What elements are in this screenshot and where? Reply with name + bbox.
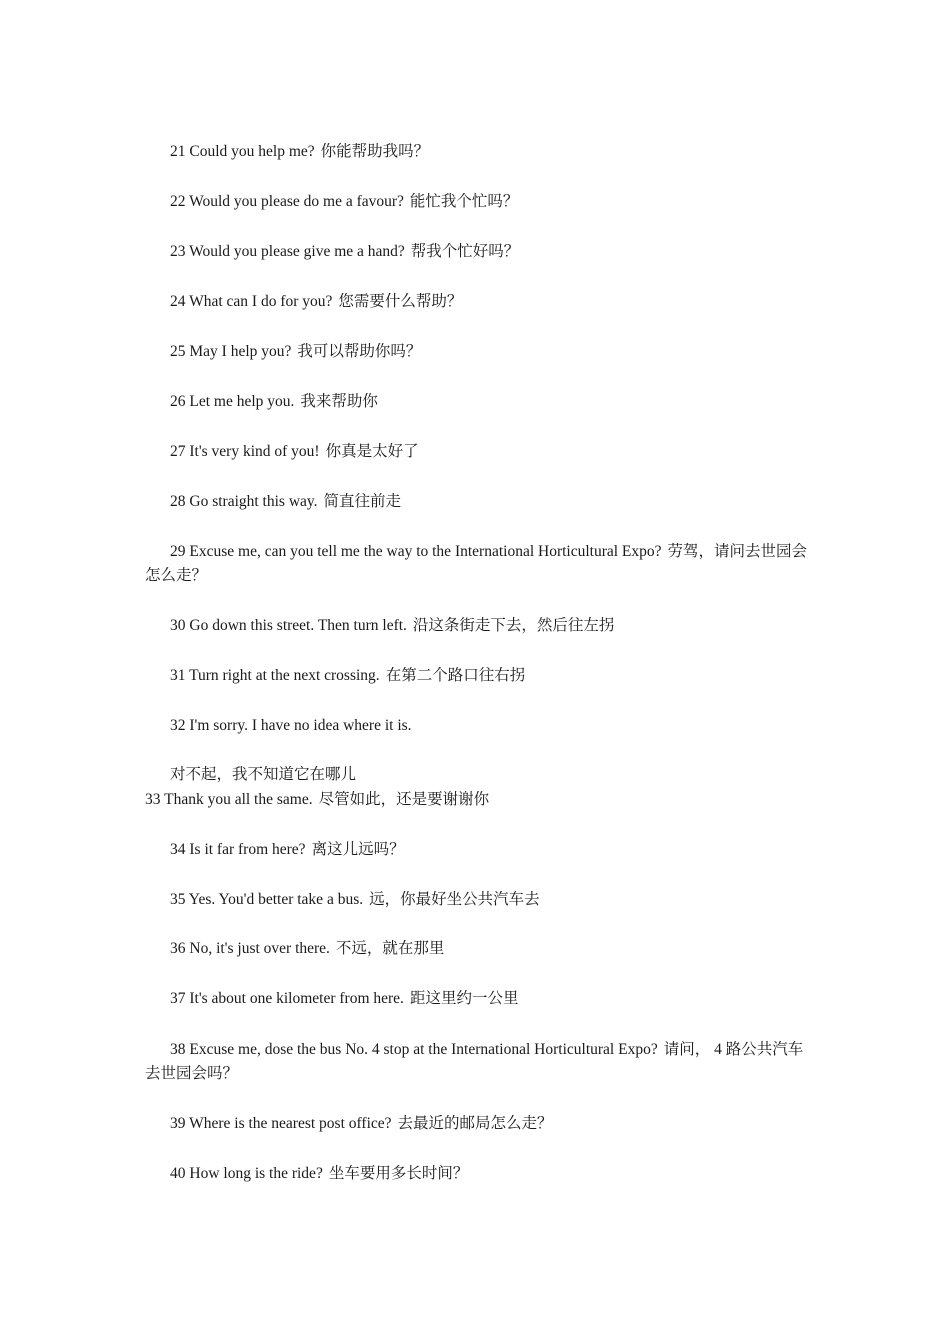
phrase-32-translation — [145, 763, 813, 787]
phrase-38 — [145, 1038, 813, 1086]
phrase-30 — [145, 614, 813, 638]
phrase-translation: 能忙我个忙吗？ — [409, 193, 519, 210]
phrase-29 — [145, 540, 813, 588]
phrase-translation: 在第二个路口往右拐 — [385, 667, 526, 684]
phrase-36 — [145, 937, 813, 961]
phrase-text: 24 What can I do for you? — [170, 293, 333, 310]
phrase-translation: 离这儿远吗？ — [311, 841, 405, 858]
phrase-translation: 简直往前走 — [323, 493, 402, 510]
phrase-text: 29 Excuse me, can you tell me the way to the International Horticultural Expo? — [170, 543, 662, 560]
phrase-text: 25 May I help you? — [170, 343, 292, 360]
phrase-text: 27 It's very kind of you! — [170, 443, 320, 460]
phrase-translation: 请问， 4 路公共汽车去世园会吗？ — [145, 1041, 804, 1082]
phrase-text: 37 It's about one kilometer from here. — [170, 990, 404, 1007]
phrase-37 — [145, 987, 813, 1011]
phrase-translation: 距这里约一公里 — [409, 990, 519, 1007]
phrase-text: 21 Could you help me? — [170, 143, 315, 160]
phrase-translation: 远，你最好坐公共汽车去 — [369, 891, 540, 908]
phrase-26 — [145, 390, 813, 414]
phrase-text: 35 Yes. You'd better take a bus. — [170, 891, 364, 908]
phrase-text: 33 Thank you all the same. — [145, 791, 313, 808]
phrase-25 — [145, 340, 813, 364]
phrase-23 — [145, 240, 813, 264]
phrase-text: 23 Would you please give me a hand? — [170, 243, 405, 260]
phrase-21 — [145, 140, 813, 164]
phrase-text: 对不起，我不知道它在哪儿 — [170, 766, 357, 783]
phrase-translation: 你真是太好了 — [325, 443, 419, 460]
phrase-translation: 劳驾，请问去世园会怎么走？ — [145, 543, 808, 584]
phrase-40 — [145, 1162, 813, 1186]
phrase-translation: 不远，就在那里 — [335, 940, 445, 957]
phrase-32 — [145, 714, 813, 738]
phrase-24 — [145, 290, 813, 314]
phrase-28 — [145, 490, 813, 514]
phrase-translation: 你能帮助我吗？ — [320, 143, 430, 160]
phrase-translation: 帮我个忙好吗？ — [410, 243, 520, 260]
phrase-text: 36 No, it's just over there. — [170, 940, 330, 957]
phrase-35 — [145, 888, 813, 912]
phrase-text: 30 Go down this street. Then turn left. — [170, 617, 407, 634]
phrase-translation: 坐车要用多长时间？ — [328, 1165, 469, 1182]
phrase-translation: 我可以帮助你吗？ — [297, 343, 422, 360]
phrase-text: 26 Let me help you. — [170, 393, 295, 410]
phrase-27 — [145, 440, 813, 464]
phrase-translation: 去最近的邮局怎么走？ — [397, 1115, 553, 1132]
phrase-text: 32 I'm sorry. I have no idea where it is. — [170, 717, 412, 734]
phrase-31 — [145, 664, 813, 688]
phrase-translation: 沿这条街走下去，然后往左拐 — [412, 617, 615, 634]
phrase-text: 34 Is it far from here? — [170, 841, 306, 858]
phrase-translation: 尽管如此，还是要谢谢你 — [318, 791, 490, 808]
phrase-text: 31 Turn right at the next crossing. — [170, 667, 380, 684]
phrase-39 — [145, 1112, 813, 1136]
phrase-33 — [145, 788, 813, 812]
phrase-34 — [145, 838, 813, 862]
phrase-text: 39 Where is the nearest post office? — [170, 1115, 392, 1132]
phrase-text: 28 Go straight this way. — [170, 493, 318, 510]
phrase-text: 38 Excuse me, dose the bus No. 4 stop at the International Horticultural Expo? — [170, 1041, 658, 1058]
phrase-translation: 我来帮助你 — [300, 393, 378, 410]
phrase-translation: 您需要什么帮助？ — [338, 293, 463, 310]
phrase-22 — [145, 190, 813, 214]
phrase-text: 40 How long is the ride? — [170, 1165, 323, 1182]
phrase-text: 22 Would you please do me a favour? — [170, 193, 404, 210]
